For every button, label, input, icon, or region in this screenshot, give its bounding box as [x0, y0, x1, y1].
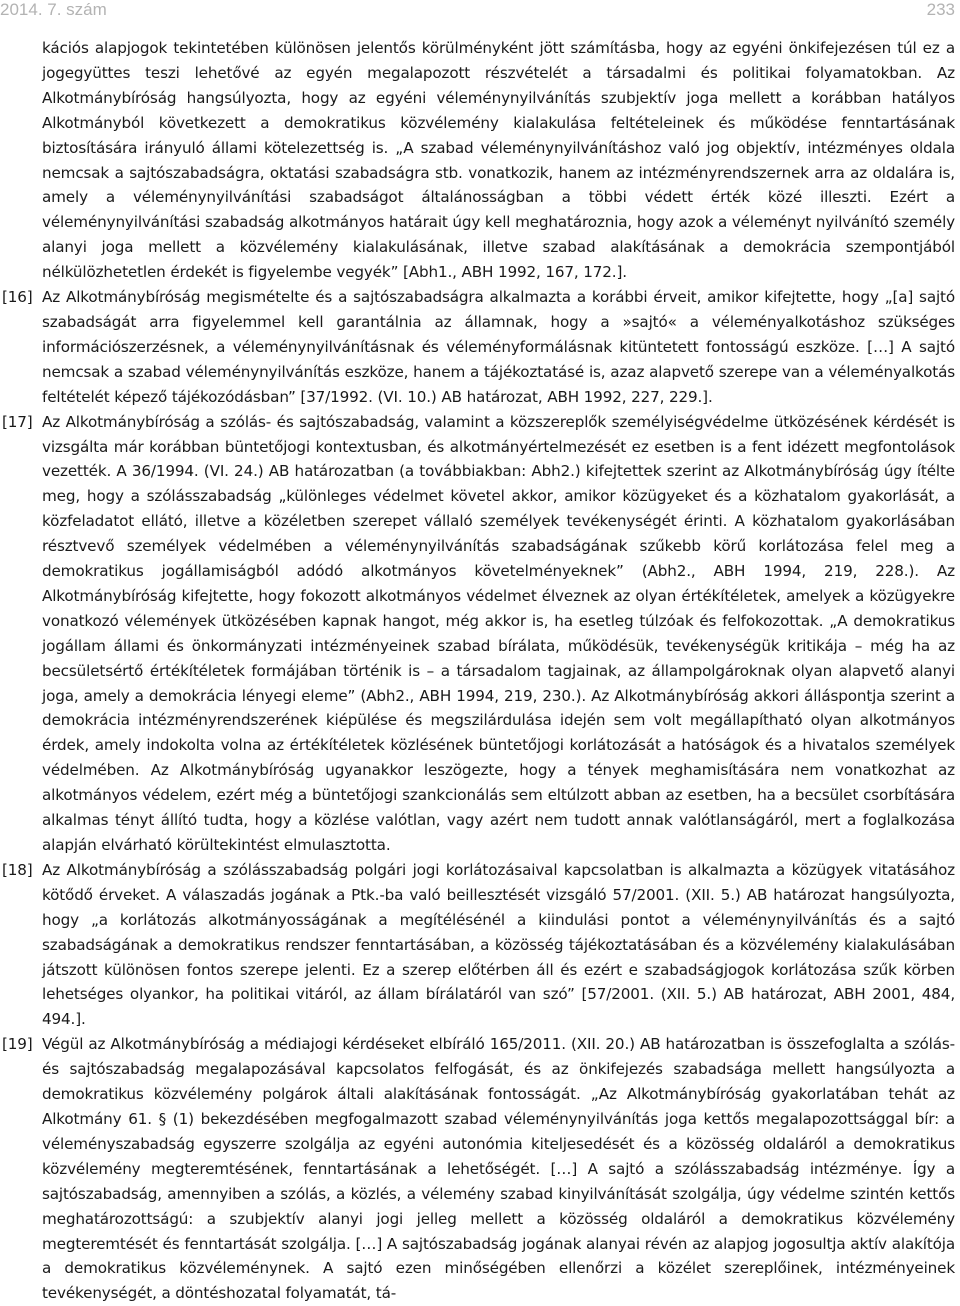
paragraph-text: kációs alapjogok tekintetében különösen jelentős körülményként jött számításba, hogy az egyéni önkifejezésen túl ez a jogegyüttes teszi lehetővé az egyén megalapozott részvételét a társadalmi és politikai folyamatokban. Az Alkotmánybíróság hangsúlyozta, hogy az egyéni véleménynyilvánítás szubjektív joga mellett a korábban hatályos Alkotmányból következett a demokratikus közvélemény kialakulása feltételeinek és működése fenntartásának biztosítására irányuló állami kötelezettség is. „A szabad véleménynyilvánításhoz való jog objektív, intézményes oldala nemcsak a sajtószabadságra, oktatási szabadságra stb. vonatkozik, hanem az intézményrendszernek arra az oldalára is, amely a véleménynyilvánítási szabadságot általánosságban a többi védett érték közé illeszti. Ezért a véleménynyilvánítási szabadság alkotmányos határait úgy kell meghatároznia, hogy azok a véleményt nyilvánító személy alanyi joga mellett a közvélemény kialakulásának, illetve szabad alakításának a demokrácia szempontjából nélkülözhetetlen érdekét is figyelembe vegyék” [Abh1., ABH 1992, 167, 172.]. [42, 39, 955, 282]
paragraph-text: Az Alkotmánybíróság a szólásszabadság polgári jogi korlátozásaival kapcsolatban is alkalmazta a közügyek vitatásához kötődő érveket. A válaszadás jogának a Ptk.-ba való beillesztését vizsgáló 57/2001. (XII. 5.) AB határozat hangsúlyozta, hogy „a korlátozás alkotmányosságának a megítélésénél a kiindulási pontot a véleménynyilvánítás és a sajtó szabadságának a demokratikus rendszer fenntartásában, a közösség tájékoztatásában és a közvélemény kialakulásában játszott különösen fontos szerepe jelenti. Ez a szerep előtérben áll és ezért e szabadságjogok korlátozása szűk körben lehetséges olyankor, ha politikai vitáról, az állam bírálatáról van szó” [57/2001. (XII. 5.) AB határozat, ABH 2001, 484, 494.]. [42, 860, 955, 1029]
page-number: 233 [926, 0, 955, 19]
paragraph-number: [19] [2, 1035, 33, 1054]
paragraph-18 [2, 858, 955, 1032]
body-text [2, 36, 955, 1306]
paragraph-number: [18] [2, 860, 33, 879]
paragraph-text: Az Alkotmánybíróság megismételte és a sajtószabadságra alkalmazta a korábbi érveit, amikor kifejtette, hogy „[a] sajtó szabadságát arra figyelemmel kell garantálnia az államnak, hogy a »sajtó« a véleményalkotáshoz szükséges információszerzésnek, a véleménynyilvánításnak és véleményformálásnak kitüntetett fontosságú eszköze. […] A sajtó nemcsak a szabad véleménynyilvánítás eszköze, hanem a tájékoztatásé is, azaz alapvető szerepe van a véleményalkotás feltételét képező tájékozódásban” [37/1992. (VI. 10.) AB határozat, ABH 1992, 227, 229.]. [42, 288, 955, 406]
page-header [0, 0, 960, 24]
paragraph-number: [16] [2, 288, 33, 307]
paragraph-16 [2, 285, 955, 410]
paragraph-text: Végül az Alkotmánybíróság a médiajogi kérdéseket elbíráló 165/2011. (XII. 20.) AB határozatban is összefoglalta a szólás- és sajtószabadság megalapozásával kapcsolatos felfogását, és az önkifejezés szabadsága mellett hangsúlyozta a demokratikus közvélemény polgárok általi alakításának fontosságát. „Az Alkotmánybíróság gyakorlatában tehát az Alkotmány 61. § (1) bekezdésében megfogalmazott szabad véleménynyilvánítás joga kettős megalapozottsággal bír: a véleményszabadság egyszerre szolgálja az egyéni autonómia kiteljesedését és a közösség oldaláról a demokratikus közvélemény megteremtésének, fenntartásának a lehetőségét. […] A sajtó a szólásszabadság intézménye. Így a sajtószabadság, amennyiben a szólás, a közlés, a vélemény szabad kinyilvánítását szolgálja, úgy védelme szintén kettős meghatározottságú: a szubjektív alanyi jogi jelleg mellett a közösség oldaláról a demokratikus közvélemény megteremtését és fenntartását szolgálja. […] A sajtószabadság jogának alanyai révén az alapjog jogosultja aktív alakítója a demokratikus közvéleménynek. A sajtó ezen minőségében ellenőrzi a közélet szereplőinek, intézményeinek tevékenységét, a döntéshozatal folyamatát, tá- [42, 1035, 955, 1303]
paragraph-17 [2, 410, 955, 858]
paragraph-continued [42, 36, 955, 285]
issue-label: 2014. 7. szám [0, 0, 107, 19]
paragraph-number: [17] [2, 412, 33, 431]
paragraph-19 [2, 1032, 955, 1306]
paragraph-text: Az Alkotmánybíróság a szólás- és sajtószabadság, valamint a közszereplők személyiségvédelme ütközésének kérdését is vizsgálta már korábban büntetőjogi kontextusban, és alkotmányértelmezését ez esetben is a fent idézett megfontolások vezették. A 36/1994. (VI. 24.) AB határozatban (a továbbiakban: Abh2.) kifejtettek szerint az Alkotmánybíróság úgy ítélte meg, hogy a szólásszabadság „különleges védelmet követel akkor, amikor közügyeket és a közhatalom gyakorlását, a közfeladatot ellátó, illetve a közéletben szerepet vállaló személyek tevékenységét érinti. A közhatalom gyakorlásában résztvevő személyek védelmében a véleménynyilvánítás szabadságának szűkebb körű korlátozása felel meg a demokratikus jogállamiságból adódó alkotmányos követelményeknek” (Abh2., ABH 1994, 219, 228.). Az Alkotmánybíróság kifejtette, hogy fokozott alkotmányos védelmet élveznek az olyan értékítéletek, amelyek a közügyekre vonatkozó vélemények ütközésében kapnak hangot, még akkor is, ha esetleg túlzóak és felfokozottak. „A demokratikus jogállam állami és önkormányzati intézményeinek szabad bírálata, működésük, tevékenységük kritikája – még ha az becsületsértő értékítéletek formájában történik is – a társadalom tagjainak, az állampolgároknak olyan alapvető alanyi joga, amely a demokrácia lényegi eleme” (Abh2., ABH 1994, 219, 230.). Az Alkotmánybíróság akkori álláspontja szerint a demokrácia intézményrendszerének kiépülése és megszilárdulása idején sem volt megállapítható olyan alkotmányos érdek, amely indokolta volna az értékítéletek közlésének büntetőjogi korlátozását a hatóságok és a hivatalos személyek védelmében. Az Alkotmánybíróság ugyanakkor leszögezte, hogy a tények meghamisítására nem vonatkozhat az alkotmányos védelem, ezért még a büntetőjogi szankcionálás sem eltúlzott abban az esetben, ha a becsület csorbítására alkalmas tényt állító tudta, hogy a közlése valótlan, vagy azért nem tudott annak valótlanságáról, mert a foglalkozása alapján elvárható körültekintést elmulasztotta. [42, 412, 955, 854]
